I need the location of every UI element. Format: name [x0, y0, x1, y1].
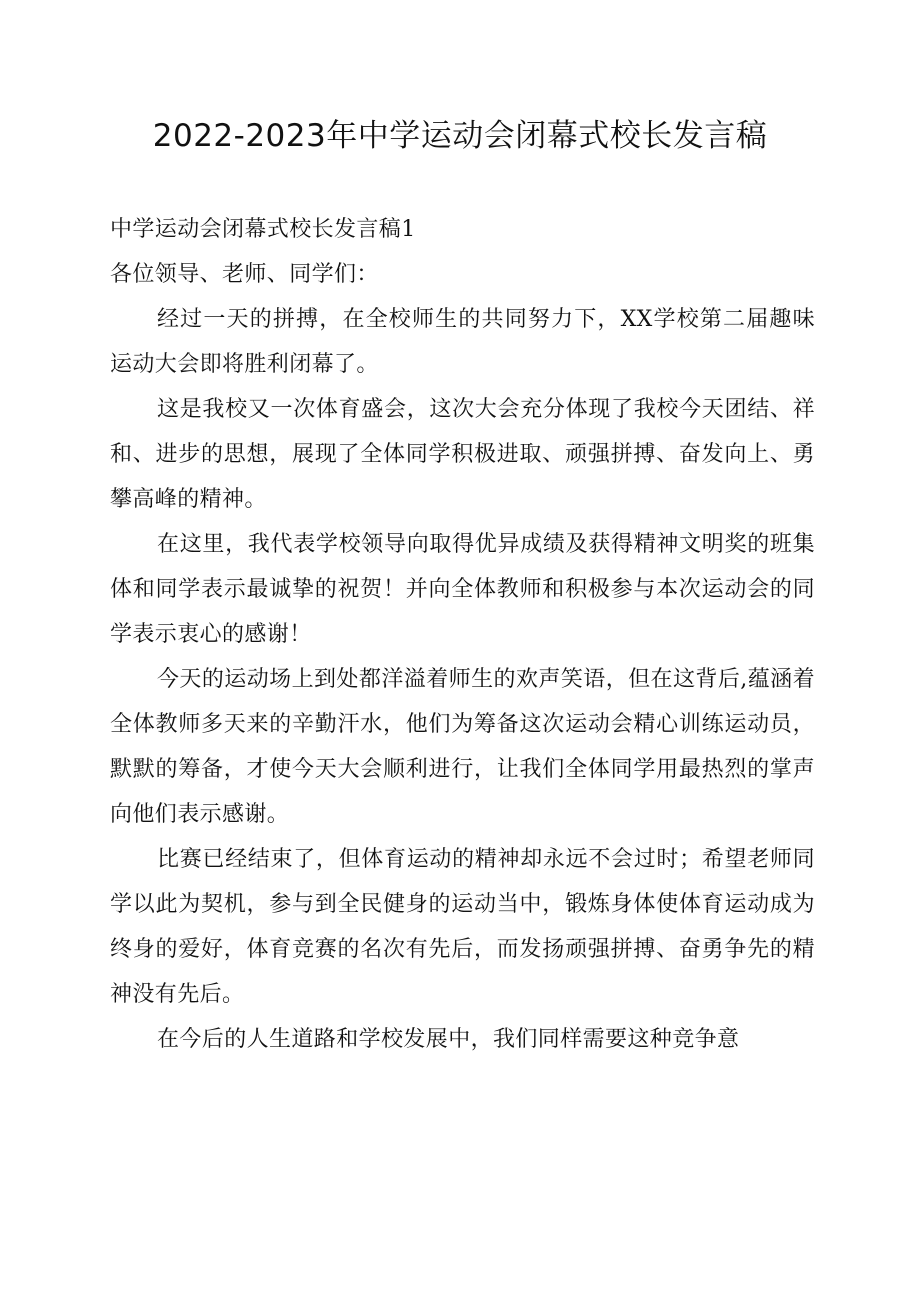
document-title: 2022-2023年中学运动会闭幕式校长发言稿: [152, 118, 768, 154]
document-subtitle: 中学运动会闭幕式校长发言稿1: [110, 217, 416, 242]
paragraph: 比赛已经结束了，但体育运动的精神却永远不会过时；希望老师同学以此为契机，参与到全民健身的运动当中，锻炼身体使体育运动成为终身的爱好，体育竞赛的名次有先后，而发扬顽强拼搏、奋勇争先的精神没有先后。: [110, 847, 815, 1007]
paragraph: 这是我校又一次体育盛会，这次大会充分体现了我校今天团结、祥和、进步的思想，展现了全体同学积极进取、顽强拼搏、奋发向上、勇攀高峰的精神。: [110, 397, 815, 512]
paragraph: 在今后的人生道路和学校发展中，我们同样需要这种竞争意: [157, 1027, 740, 1052]
paragraph: 在这里，我代表学校领导向取得优异成绩及获得精神文明奖的班集体和同学表示最诚挚的祝贺！并向全体教师和积极参与本次运动会的同学表示衷心的感谢！: [110, 532, 815, 647]
paragraph: 经过一天的拼搏，在全校师生的共同努力下，XX学校第二届趣味运动大会即将胜利闭幕了。: [110, 307, 815, 377]
paragraph: 今天的运动场上到处都洋溢着师生的欢声笑语，但在这背后,蕴涵着全体教师多天来的辛勤汗水，他们为筹备这次运动会精心训练运动员，默默的筹备，才使今天大会顺利进行，让我们全体同学用最热烈的掌声向他们表示感谢。: [110, 667, 815, 827]
salutation: 各位领导、老师、同学们：: [110, 262, 379, 287]
document-body: [110, 207, 815, 1062]
